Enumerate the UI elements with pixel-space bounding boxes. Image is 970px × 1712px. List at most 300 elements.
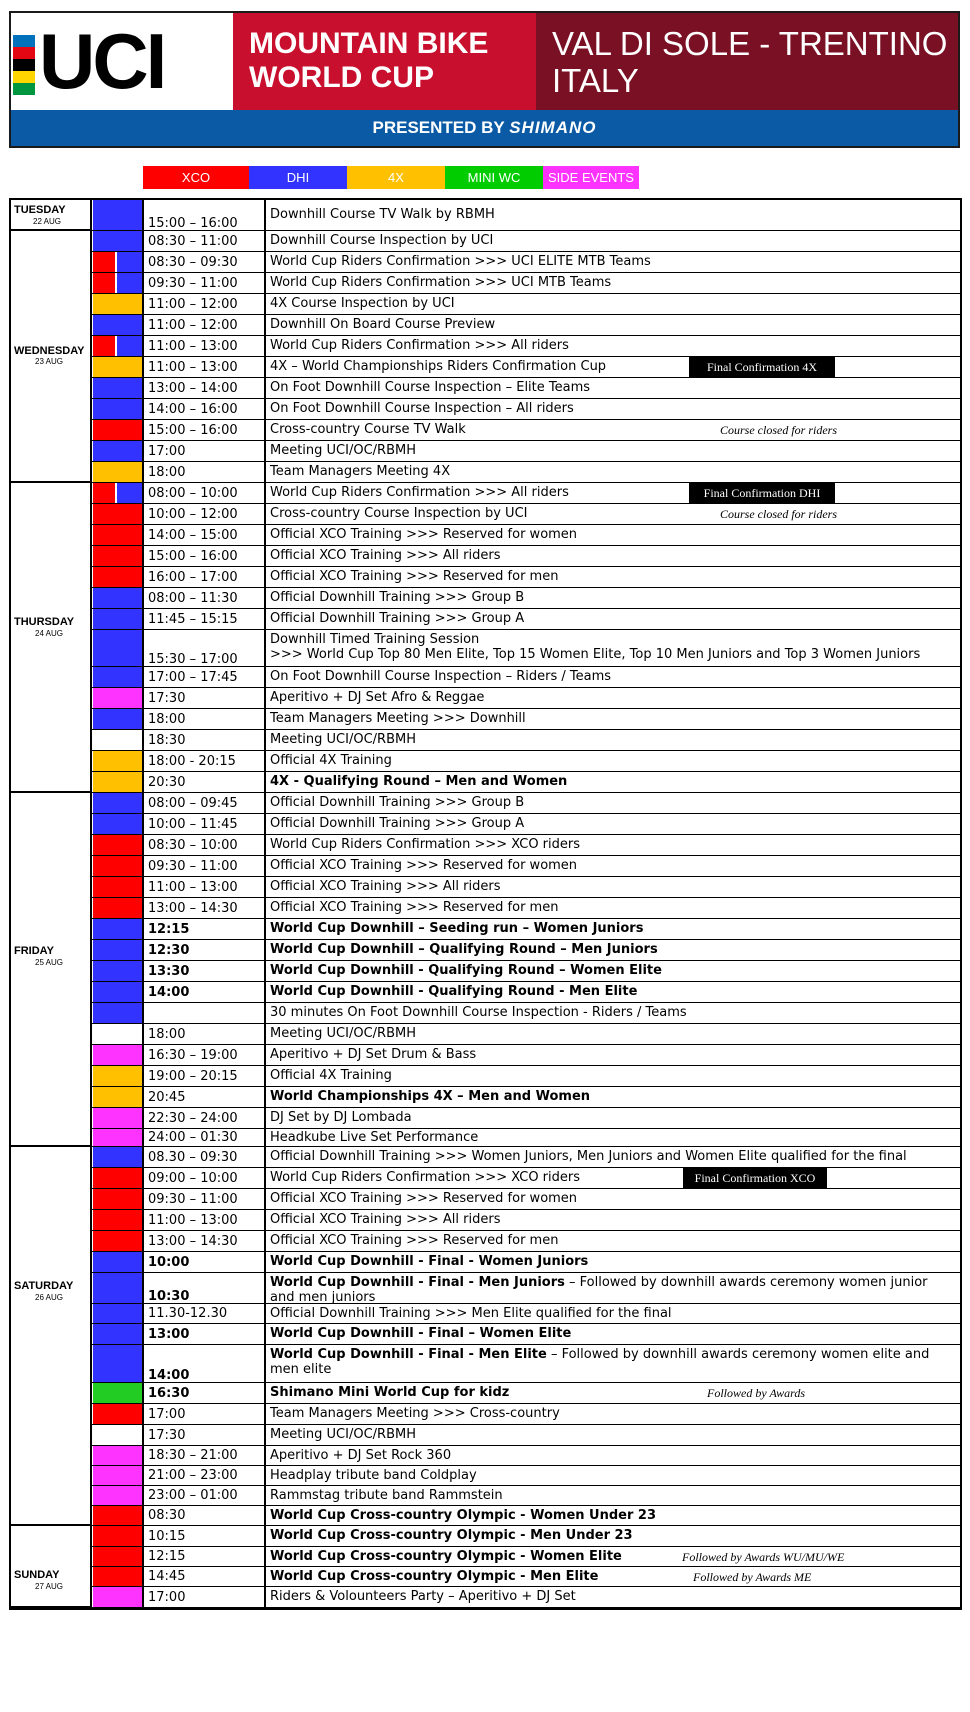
final-confirmation-badge: Final Confirmation XCO [683,1168,827,1188]
event-time: 17:30 [146,688,266,708]
event-time: 11:00 – 12:00 [146,294,266,314]
event-time: 11:45 – 15:15 [146,609,266,629]
event-time: 20:30 [146,772,266,792]
event-time: 16:30 – 19:00 [146,1045,266,1065]
schedule-row [11,504,960,525]
schedule-row [11,1383,960,1404]
event-time: 14:00 [146,982,266,1002]
event-time: 18:00 [146,709,266,729]
event-time: 17:00 [146,1587,266,1607]
category-swatch [93,546,144,566]
schedule-row [11,1404,960,1425]
category-swatch [93,1466,144,1485]
schedule-row [11,667,960,688]
schedule-row [11,546,960,567]
legend-item: DHI [249,166,347,189]
schedule-row [11,273,960,294]
day-name: TUESDAY [14,204,66,216]
event-description: Team Managers Meeting 4X [270,464,451,479]
schedule-row [11,1425,960,1446]
event-note: Followed by Awards [707,1386,806,1400]
day-date: 22 AUG [33,217,62,226]
schedule-row [11,1210,960,1231]
schedule-table [9,198,962,1610]
schedule-row [11,961,960,982]
category-swatch [93,1526,144,1546]
category-swatch [93,1168,144,1188]
event-description: Official XCO Training >>> All riders [270,1212,501,1227]
event-description: On Foot Downhill Course Inspection – Elite Teams [270,380,591,395]
category-swatch [93,567,144,587]
event-description: Official 4X Training [270,753,392,768]
legend-item: 4X [347,166,445,189]
event-description: On Foot Downhill Course Inspection – Riders / Teams [270,669,612,684]
event-location-line1: VAL DI SOLE - TRENTINO [552,25,948,62]
event-description: World Cup Riders Confirmation >>> All riders [270,485,569,500]
schedule-row [11,793,960,814]
event-description: 4X - Qualifying Round – Men and Women [270,774,568,789]
event-time: 24:00 – 01:30 [146,1129,266,1146]
event-time: 08:30 – 11:00 [146,231,266,251]
schedule-row [11,315,960,336]
schedule-row [11,231,960,252]
schedule-row [11,1547,960,1567]
category-swatch [93,294,144,314]
day-name: WEDNESDAY [14,345,85,357]
event-time: 13:00 – 14:30 [146,1231,266,1251]
category-swatch [93,483,144,503]
event-time: 18:00 [146,462,266,482]
event-time: 23:00 – 01:00 [146,1486,266,1505]
category-swatch [93,940,144,960]
event-description: 4X Course Inspection by UCI [270,296,455,311]
category-swatch [93,688,144,708]
category-swatch [93,252,144,272]
event-time: 17:00 – 17:45 [146,667,266,687]
event-time: 18:30 [146,730,266,750]
event-description: World Championships 4X – Men and Women [270,1089,591,1104]
event-description: Official XCO Training >>> Reserved for men [270,900,559,915]
category-swatch [93,1066,144,1086]
event-description: Headkube Live Set Performance [270,1130,479,1145]
event-description: DJ Set by DJ Lombada [270,1110,412,1125]
event-description: Official XCO Training >>> Reserved for women [270,1191,578,1206]
event-description: Meeting UCI/OC/RBMH [270,443,416,458]
event-time: 12:15 [146,919,266,939]
event-description: World Cup Downhill - Qualifying Round – Women Elite [270,963,662,978]
schedule-row [11,1252,960,1273]
schedule-row [11,730,960,751]
event-description: Meeting UCI/OC/RBMH [270,1427,416,1442]
final-confirmation-badge: Final Confirmation DHI [689,483,835,503]
event-note: Course closed for riders [720,507,837,521]
event-time: 19:00 – 20:15 [146,1066,266,1086]
event-description: Downhill Course Inspection by UCI [270,233,494,248]
category-swatch [93,667,144,687]
event-description: Official Downhill Training >>> Men Elite qualified for the final [270,1306,672,1321]
event-description [268,1347,950,1377]
legend-item: MINI WC [445,166,543,189]
event-time: 09:00 – 10:00 [146,1168,266,1188]
category-swatch [93,588,144,608]
event-description: Aperitivo + DJ Set Rock 360 [270,1448,452,1463]
category-swatch [93,1486,144,1505]
schedule-row [11,294,960,315]
category-swatch [93,1231,144,1251]
event-time: 17:00 [146,441,266,461]
event-time: 22:30 – 24:00 [146,1108,266,1128]
day-date: 25 AUG [35,958,64,967]
event-description: Official Downhill Training >>> Group B [270,795,525,810]
schedule-row [11,1108,960,1129]
day-name: THURSDAY [14,616,75,628]
event-time: 13:30 [146,961,266,981]
category-swatch [93,441,144,461]
event-time: 09:30 – 11:00 [146,273,266,293]
category-swatch [93,1506,144,1525]
category-swatch [93,336,144,356]
category-swatch [93,1252,144,1272]
schedule-row [11,1324,960,1345]
category-swatch [93,1383,144,1403]
event-title-line1: MOUNTAIN BIKE [249,27,489,60]
event-time: 08:30 – 09:30 [146,252,266,272]
category-swatch [93,1045,144,1065]
event-note: Followed by Awards ME [693,1570,812,1584]
event-time: 15:30 – 17:00 [146,630,266,666]
event-time: 09:30 – 11:00 [146,856,266,876]
event-description: World Cup Riders Confirmation >>> UCI MTB Teams [270,275,612,290]
schedule-row [11,1526,960,1547]
event-time: 15:00 – 16:00 [146,420,266,440]
event-description: Official Downhill Training >>> Group A [270,816,525,831]
event-description: Cross-country Course Inspection by UCI [270,506,528,521]
event-description: Official Downhill Training >>> Women Juniors, Men Juniors and Women Elite qualified for the final [270,1149,907,1164]
event-description: Downhill On Board Course Preview [270,317,496,332]
category-swatch [93,1587,144,1607]
schedule-row [11,1567,960,1587]
category-swatch [93,1345,144,1382]
event-location-line2: ITALY [552,62,639,99]
schedule-row [11,1147,960,1168]
category-swatch [93,1210,144,1230]
category-swatch [93,982,144,1002]
event-description: World Cup Cross-country Olympic - Women Elite [270,1549,622,1564]
schedule-row [11,814,960,835]
day-name: SUNDAY [14,1569,60,1581]
event-time: 13:00 [146,1324,266,1344]
event-description: Cross-country Course TV Walk [270,422,466,437]
event-time: 11:00 – 12:00 [146,315,266,335]
schedule-row [11,856,960,877]
event-time: 10:00 [146,1252,266,1272]
schedule-row [11,982,960,1003]
category-swatch [93,1087,144,1107]
category-swatch [93,1129,144,1146]
event-header [9,11,960,148]
event-time: 18:00 - 20:15 [146,751,266,771]
schedule-row [11,441,960,462]
event-description: Official XCO Training >>> Reserved for men [270,1233,559,1248]
event-time: 10:15 [146,1526,266,1546]
event-description: World Cup Downhill - Qualifying Round - Men Elite [270,984,638,999]
category-swatch [93,1425,144,1445]
schedule-row [11,1045,960,1066]
event-time: 15:00 – 16:00 [146,200,266,230]
event-description: Rammstag tribute band Rammstein [270,1488,503,1503]
schedule-row [11,378,960,399]
event-description: Official Downhill Training >>> Group B [270,590,525,605]
event-title: World Cup Downhill - Final - Men Elite [270,1347,547,1362]
event-subtitle: – Followed by downhill awards ceremony women junior and men juniors [270,1275,928,1305]
event-description: Downhill Course TV Walk by RBMH [270,207,495,222]
event-description: World Cup Riders Confirmation >>> UCI ELITE MTB Teams [270,254,651,269]
event-time: 11.30-12.30 [146,1304,266,1323]
schedule-row [11,525,960,546]
event-description [268,632,950,662]
category-swatch [93,1404,144,1424]
schedule-row [11,877,960,898]
event-description-line1: Downhill Timed Training Session [270,632,480,647]
event-time: 20:45 [146,1087,266,1107]
category-swatch [93,378,144,398]
category-swatch [93,814,144,834]
schedule-row [11,1345,960,1383]
presented-by-banner [11,110,958,146]
event-time [146,1003,266,1023]
day-cell [11,200,92,231]
event-time: 11:00 – 13:00 [146,877,266,897]
category-swatch [93,399,144,419]
event-description: Official 4X Training [270,1068,392,1083]
event-time: 18:00 [146,1024,266,1044]
day-cell [11,1526,92,1608]
schedule-row [11,200,960,231]
schedule-row [11,709,960,730]
category-swatch [93,1147,144,1167]
event-description: World Cup Riders Confirmation >>> XCO riders [270,1170,581,1185]
event-description: 4X – World Championships Riders Confirmation Cup [270,359,607,374]
event-description: World Cup Riders Confirmation >>> XCO riders [270,837,581,852]
event-description: Team Managers Meeting >>> Downhill [270,711,526,726]
schedule-row [11,588,960,609]
event-time: 08:00 – 11:30 [146,588,266,608]
event-description: Team Managers Meeting >>> Cross-country [270,1406,560,1421]
event-time: 16:00 – 17:00 [146,567,266,587]
event-description: World Cup Downhill – Qualifying Round – Men Juniors [270,942,658,957]
event-title: World Cup Downhill - Final - Men Juniors [270,1275,565,1290]
day-date: 27 AUG [35,1582,64,1591]
schedule-row [11,462,960,483]
schedule-row [11,336,960,357]
schedule-row [11,1231,960,1252]
schedule-row [11,772,960,793]
event-time: 14:00 – 15:00 [146,525,266,545]
category-swatch [93,709,144,729]
schedule-row [11,1066,960,1087]
event-time: 17:00 [146,1404,266,1424]
event-time: 14:00 – 16:00 [146,399,266,419]
event-location [536,13,958,110]
event-time: 14:00 [146,1345,266,1382]
schedule-row [11,1087,960,1108]
schedule-row [11,399,960,420]
category-swatch [93,898,144,918]
event-description: World Cup Cross-country Olympic - Men Under 23 [270,1528,633,1543]
day-name: SATURDAY [14,1280,74,1292]
category-swatch [93,1273,144,1303]
schedule-row [11,1003,960,1024]
event-description: World Cup Downhill – Seeding run – Women Juniors [270,921,644,936]
final-confirmation-badge: Final Confirmation 4X [689,357,835,377]
schedule-row [11,1189,960,1210]
schedule-row [11,483,960,504]
event-time: 16:30 [146,1383,266,1403]
event-description: Aperitivo + DJ Set Afro & Reggae [270,690,485,705]
event-time: 18:30 – 21:00 [146,1446,266,1465]
event-description-line2: >>> World Cup Top 80 Men Elite, Top 15 Women Elite, Top 10 Men Juniors and Top 3 Women Juniors [270,647,921,662]
schedule-row [11,1486,960,1506]
event-description: Headplay tribute band Coldplay [270,1468,477,1483]
schedule-row [11,898,960,919]
event-time: 13:00 – 14:30 [146,898,266,918]
event-time: 13:00 – 14:00 [146,378,266,398]
category-swatch [93,200,144,230]
legend-item: SIDE EVENTS [543,166,639,189]
category-swatch [93,751,144,771]
schedule-row [11,751,960,772]
category-swatch [93,1003,144,1023]
event-description: Official XCO Training >>> Reserved for women [270,858,578,873]
category-swatch [93,462,144,482]
event-time: 11:00 – 13:00 [146,357,266,377]
event-note: Followed by Awards WU/MU/WE [682,1550,845,1564]
uci-logo [11,13,233,110]
category-swatch [93,1024,144,1044]
event-time: 10:00 – 12:00 [146,504,266,524]
event-time: 11:00 – 13:00 [146,1210,266,1230]
event-time: 11:00 – 13:00 [146,336,266,356]
sponsor-logo: SHIMANO [509,118,597,137]
category-swatch [93,1189,144,1209]
category-swatch [93,961,144,981]
event-description: Aperitivo + DJ Set Drum & Bass [270,1047,477,1062]
schedule-row [11,1273,960,1304]
legend-item: XCO [143,166,249,189]
schedule-row [11,835,960,856]
schedule-row [11,1446,960,1466]
event-time: 08:30 – 10:00 [146,835,266,855]
schedule-row [11,940,960,961]
event-time: 17:30 [146,1425,266,1445]
event-description: World Cup Riders Confirmation >>> All riders [270,338,569,353]
category-swatch [93,919,144,939]
category-swatch [93,793,144,813]
event-description [268,1275,950,1305]
day-date: 24 AUG [35,629,64,638]
event-description: 30 minutes On Foot Downhill Course Inspection - Riders / Teams [270,1005,687,1020]
schedule-row [11,567,960,588]
schedule-row [11,919,960,940]
event-description: World Cup Cross-country Olympic - Men Elite [270,1569,599,1584]
category-swatch [93,630,144,666]
uci-logo-text: UCI [39,17,165,105]
category-swatch [93,1108,144,1128]
event-subtitle: – Followed by downhill awards ceremony women elite and men elite [270,1347,930,1377]
schedule-row [11,1304,960,1324]
event-description: On Foot Downhill Course Inspection – All riders [270,401,574,416]
event-time: 12:15 [146,1547,266,1566]
category-swatch [93,231,144,251]
day-name: FRIDAY [14,945,54,957]
event-description: Official XCO Training >>> All riders [270,548,501,563]
rainbow-stripes-icon [13,35,35,95]
event-description: Official Downhill Training >>> Group A [270,611,525,626]
category-swatch [93,1324,144,1344]
category-swatch [93,1446,144,1465]
category-swatch [93,730,144,750]
event-time: 09:30 – 11:00 [146,1189,266,1209]
day-cell [11,1147,92,1526]
category-swatch [93,856,144,876]
event-time: 08:00 – 10:00 [146,483,266,503]
schedule-row [11,688,960,709]
event-description: Official XCO Training >>> All riders [270,879,501,894]
event-time: 14:45 [146,1567,266,1586]
event-time: 21:00 – 23:00 [146,1466,266,1485]
event-note: Course closed for riders [720,423,837,437]
event-time: 08:00 – 09:45 [146,793,266,813]
schedule-row [11,252,960,273]
schedule-row [11,420,960,441]
category-swatch [93,772,144,792]
day-cell [11,793,92,1147]
event-description: World Cup Downhill - Final - Women Juniors [270,1254,589,1269]
event-description: Official XCO Training >>> Reserved for men [270,569,559,584]
schedule-row [11,1024,960,1045]
schedule-row [11,630,960,667]
presented-by-label: PRESENTED BY [372,118,505,137]
event-time: 15:00 – 16:00 [146,546,266,566]
day-date: 23 AUG [35,357,64,366]
category-swatch [93,504,144,524]
schedule-row [11,1129,960,1147]
event-description: Riders & Volounteers Party – Aperitivo + DJ Set [270,1589,576,1604]
event-title [233,13,536,110]
category-swatch [93,609,144,629]
day-date: 26 AUG [35,1293,64,1302]
event-description: Official XCO Training >>> Reserved for women [270,527,578,542]
category-swatch [93,877,144,897]
event-time: 12:30 [146,940,266,960]
schedule-row [11,1466,960,1486]
event-description: World Cup Cross-country Olympic - Women Under 23 [270,1508,657,1523]
event-time: 08:30 [146,1506,266,1525]
event-title-line2: WORLD CUP [249,61,434,94]
day-cell [11,231,92,483]
event-time: 10:00 – 11:45 [146,814,266,834]
category-swatch [93,420,144,440]
category-swatch [93,1547,144,1566]
category-swatch [93,1304,144,1323]
schedule-row [11,1587,960,1608]
category-swatch [93,835,144,855]
event-description: Meeting UCI/OC/RBMH [270,732,416,747]
event-description: Meeting UCI/OC/RBMH [270,1026,416,1041]
category-swatch [93,273,144,293]
event-description: World Cup Downhill - Final – Women Elite [270,1326,572,1341]
event-time: 08.30 – 09:30 [146,1147,266,1167]
